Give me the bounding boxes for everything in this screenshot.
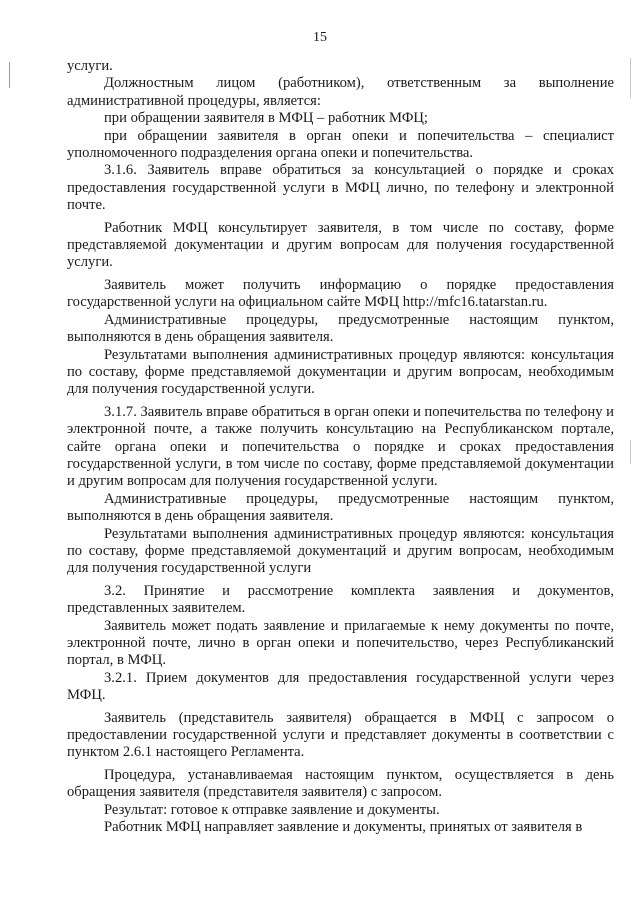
paragraph: 3.2.1. Прием документов для предоставления государственной услуги через МФЦ. bbox=[67, 669, 614, 704]
scan-artifact-right-1 bbox=[630, 58, 631, 98]
paragraph: Заявитель может подать заявление и прилагаемые к нему документы по почте, электронной почте, лично в орган опеки и попечительство, через Республиканский портал, в МФЦ. bbox=[67, 617, 614, 669]
paragraph: Заявитель (представитель заявителя) обращается в МФЦ с запросом о предоставлении государственной услуги и представляет документы в соответствии с пунктом 2.6.1 настоящего Регламента. bbox=[67, 709, 614, 761]
paragraph: Административные процедуры, предусмотренные настоящим пунктом, выполняются в день обращения заявителя. bbox=[67, 311, 614, 346]
paragraph: при обращении заявителя в МФЦ – работник МФЦ; bbox=[104, 110, 428, 127]
paragraph: Результат: готовое к отправке заявление и документы. bbox=[104, 801, 440, 818]
paragraph: Работник МФЦ направляет заявление и документы, принятых от заявителя в bbox=[104, 819, 583, 836]
paragraph: 3.1.7. Заявитель вправе обратиться в орган опеки и попечительства по телефону и электронной почте, а также получить консультацию на Республиканском портале, сайте органа опеки и попечительства о порядке и сроках предоставления государственной услуги, в том числе по составу, форме представляемой документации и другим вопросам для получения государственной услуги. bbox=[67, 403, 614, 490]
paragraph: при обращении заявителя в орган опеки и попечительства – специалист уполномоченного подразделения органа опеки и попечительства. bbox=[67, 127, 614, 162]
paragraph: Результатами выполнения административных процедур являются: консультация по составу, форме представляемой документаций и другим вопросам, необходимым для получения государственной услуги bbox=[67, 525, 614, 577]
scan-artifact-left bbox=[9, 62, 10, 88]
paragraph: Заявитель может получить информацию о порядке предоставления государственной услуги на официальном сайте МФЦ http://mfc16.tatarstan.ru. bbox=[67, 276, 614, 311]
paragraph: Процедура, устанавливаемая настоящим пунктом, осуществляется в день обращения заявителя (представителя заявителя) с запросом. bbox=[67, 766, 614, 801]
document-body bbox=[67, 58, 614, 836]
paragraph: Результатами выполнения административных процедур являются: консультация по составу, форме представляемой документации и другим вопросам, необходимым для получения государственной услуги. bbox=[67, 346, 614, 398]
paragraph: Административные процедуры, предусмотренные настоящим пунктом, выполняются в день обращения заявителя. bbox=[67, 490, 614, 525]
paragraph: 3.1.6. Заявитель вправе обратиться за консультацией о порядке и сроках предоставления государственной услуги в МФЦ лично, по телефону и электронной почте. bbox=[67, 162, 614, 214]
page-number: 15 bbox=[313, 30, 327, 45]
scan-artifact-right-2 bbox=[630, 440, 631, 464]
paragraph: Должностным лицом (работником), ответственным за выполнение административной процедуры, является: bbox=[67, 75, 614, 109]
paragraph: услуги. bbox=[67, 58, 113, 74]
paragraph: 3.2. Принятие и рассмотрение комплекта заявления и документов, представленных заявителем. bbox=[67, 582, 614, 617]
paragraph: Работник МФЦ консультирует заявителя, в том числе по составу, форме представляемой документации и другим вопросам для получения государственной услуги. bbox=[67, 219, 614, 271]
